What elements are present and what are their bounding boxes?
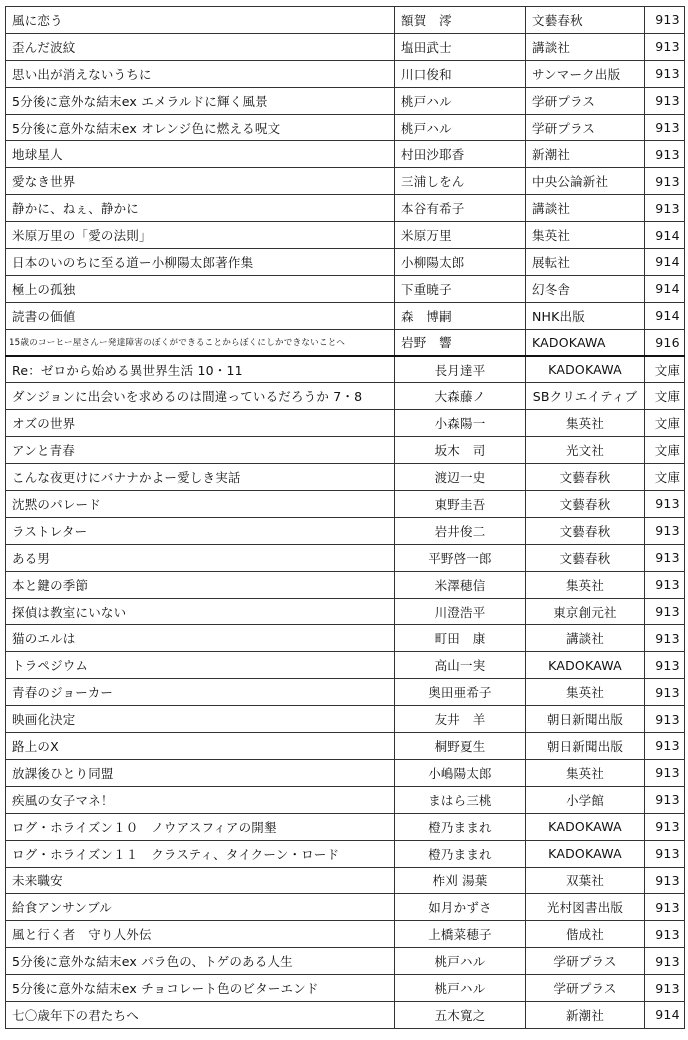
book-classification-cell: 913	[645, 33, 685, 60]
book-author-cell: 橙乃ままれ	[395, 813, 526, 840]
book-publisher-cell: 新潮社	[526, 141, 645, 168]
book-title-cell: 沈黙のパレード	[6, 491, 395, 518]
book-publisher-cell: 光村図書出版	[526, 894, 645, 921]
book-author-cell: 小柳陽太郎	[395, 249, 526, 276]
book-title-cell: 疾風の女子マネ！	[6, 786, 395, 813]
book-publisher-cell: KADOKAWA	[526, 652, 645, 679]
book-row	[6, 733, 685, 760]
book-classification-cell: 913	[645, 679, 685, 706]
book-author-cell: 奥田亜希子	[395, 679, 526, 706]
book-publisher-cell: サンマーク出版	[526, 60, 645, 87]
book-author-cell: 岩野 響	[395, 329, 526, 356]
book-publisher-cell: 集英社	[526, 410, 645, 437]
book-classification-cell: 文庫	[645, 437, 685, 464]
book-title-cell: 風に恋う	[6, 7, 395, 34]
book-row	[6, 87, 685, 114]
book-author-cell: 額賀 澪	[395, 7, 526, 34]
book-author-cell: 川澄浩平	[395, 598, 526, 625]
book-row	[6, 598, 685, 625]
book-title-cell: ログ・ホライズン１１ クラスティ、タイクーン・ロード	[6, 840, 395, 867]
book-classification-cell: 914	[645, 222, 685, 249]
book-author-cell: 桃戸ハル	[395, 948, 526, 975]
book-title-cell: アンと青春	[6, 437, 395, 464]
book-publisher-cell: 朝日新聞出版	[526, 706, 645, 733]
book-publisher-cell: KADOKAWA	[526, 329, 645, 356]
book-publisher-cell: SBクリエイティブ	[526, 383, 645, 410]
book-title-cell: 極上の孤独	[6, 275, 395, 302]
book-title-cell: 5分後に意外な結末ex パラ色の、トゲのある人生	[6, 948, 395, 975]
book-title-cell: 本と鍵の季節	[6, 571, 395, 598]
book-author-cell: 高山一実	[395, 652, 526, 679]
book-author-cell: 橙乃ままれ	[395, 840, 526, 867]
book-publisher-cell: NHK出版	[526, 302, 645, 329]
book-classification-cell: 913	[645, 840, 685, 867]
book-author-cell: 川口俊和	[395, 60, 526, 87]
book-classification-cell: 913	[645, 813, 685, 840]
book-classification-cell: 913	[645, 544, 685, 571]
book-classification-cell: 913	[645, 921, 685, 948]
book-row	[6, 1001, 685, 1028]
book-row	[6, 894, 685, 921]
book-author-cell: 小嶋陽太郎	[395, 759, 526, 786]
book-title-cell: 地球星人	[6, 141, 395, 168]
book-publisher-cell: 講談社	[526, 625, 645, 652]
book-author-cell: 米澤穂信	[395, 571, 526, 598]
book-publisher-cell: 双葉社	[526, 867, 645, 894]
book-author-cell: 塩田武士	[395, 33, 526, 60]
book-title-cell: 未来職安	[6, 867, 395, 894]
book-row	[6, 786, 685, 813]
book-classification-cell: 913	[645, 141, 685, 168]
book-author-cell: 平野啓一郎	[395, 544, 526, 571]
book-title-cell: 給食アンサンブル	[6, 894, 395, 921]
book-title-cell: 七〇歳年下の君たちへ	[6, 1001, 395, 1028]
book-author-cell: 下重暁子	[395, 275, 526, 302]
book-classification-cell: 913	[645, 975, 685, 1002]
book-publisher-cell: 講談社	[526, 195, 645, 222]
book-title-cell: 読書の価値	[6, 302, 395, 329]
book-title-cell: 15歳のコーヒー屋さんー発達障害のぼくができることからぼくにしかできないことへ	[6, 329, 395, 356]
book-title-cell: ログ・ホライズン１０ ノウアスフィアの開墾	[6, 813, 395, 840]
book-title-cell: ある男	[6, 544, 395, 571]
book-publisher-cell: 展転社	[526, 249, 645, 276]
book-publisher-cell: 偕成社	[526, 921, 645, 948]
book-row	[6, 33, 685, 60]
book-author-cell: まはら三桃	[395, 786, 526, 813]
book-classification-cell: 文庫	[645, 410, 685, 437]
book-list-section-general	[6, 7, 685, 357]
book-author-cell: 坂木 司	[395, 437, 526, 464]
book-title-cell: 映画化決定	[6, 706, 395, 733]
book-publisher-cell: 集英社	[526, 679, 645, 706]
book-title-cell: 探偵は教室にいない	[6, 598, 395, 625]
book-row	[6, 275, 685, 302]
book-row	[6, 141, 685, 168]
book-author-cell: 森 博嗣	[395, 302, 526, 329]
book-publisher-cell: 新潮社	[526, 1001, 645, 1028]
book-publisher-cell: 集英社	[526, 759, 645, 786]
book-classification-cell: 913	[645, 652, 685, 679]
book-row	[6, 383, 685, 410]
book-author-cell: 長月達平	[395, 356, 526, 383]
book-classification-cell: 913	[645, 195, 685, 222]
book-title-cell: 日本のいのちに至る道ー小柳陽太郎著作集	[6, 249, 395, 276]
book-author-cell: 柞刈 湯葉	[395, 867, 526, 894]
book-publisher-cell: 学研プラス	[526, 975, 645, 1002]
book-list-table	[5, 6, 685, 1029]
book-title-cell: 5分後に意外な結末ex エメラルドに輝く風景	[6, 87, 395, 114]
book-row	[6, 813, 685, 840]
book-title-cell: 静かに、ねぇ、静かに	[6, 195, 395, 222]
book-row	[6, 7, 685, 34]
book-classification-cell: 913	[645, 168, 685, 195]
book-publisher-cell: 文藝春秋	[526, 7, 645, 34]
book-row	[6, 168, 685, 195]
book-author-cell: 渡辺一史	[395, 464, 526, 491]
book-classification-cell: 913	[645, 786, 685, 813]
book-row	[6, 571, 685, 598]
book-title-cell: 愛なき世界	[6, 168, 395, 195]
book-classification-cell: 913	[645, 60, 685, 87]
book-list-section-bunko-fiction	[6, 356, 685, 1028]
book-author-cell: 五木寛之	[395, 1001, 526, 1028]
book-title-cell: ラストレター	[6, 517, 395, 544]
book-title-cell: 猫のエルは	[6, 625, 395, 652]
book-classification-cell: 913	[645, 114, 685, 141]
book-publisher-cell: 学研プラス	[526, 114, 645, 141]
book-publisher-cell: 光文社	[526, 437, 645, 464]
book-row	[6, 948, 685, 975]
book-classification-cell: 913	[645, 948, 685, 975]
book-publisher-cell: 幻冬舎	[526, 275, 645, 302]
book-classification-cell: 913	[645, 598, 685, 625]
book-publisher-cell: 文藝春秋	[526, 491, 645, 518]
book-publisher-cell: 講談社	[526, 33, 645, 60]
book-classification-cell: 文庫	[645, 464, 685, 491]
book-row	[6, 437, 685, 464]
book-publisher-cell: 文藝春秋	[526, 517, 645, 544]
book-title-cell: ダンジョンに出会いを求めるのは間違っているだろうか 7・8	[6, 383, 395, 410]
book-classification-cell: 913	[645, 706, 685, 733]
book-title-cell: 歪んだ波紋	[6, 33, 395, 60]
book-publisher-cell: 東京創元社	[526, 598, 645, 625]
book-row	[6, 356, 685, 383]
book-publisher-cell: KADOKAWA	[526, 813, 645, 840]
book-title-cell: 思い出が消えないうちに	[6, 60, 395, 87]
book-classification-cell: 914	[645, 1001, 685, 1028]
book-classification-cell: 913	[645, 7, 685, 34]
book-row	[6, 517, 685, 544]
book-row	[6, 329, 685, 356]
book-classification-cell: 913	[645, 867, 685, 894]
book-author-cell: 桃戸ハル	[395, 87, 526, 114]
book-row	[6, 249, 685, 276]
book-title-cell: 風と行く者 守り人外伝	[6, 921, 395, 948]
book-row	[6, 195, 685, 222]
book-title-cell: 放課後ひとり同盟	[6, 759, 395, 786]
book-author-cell: 岩井俊二	[395, 517, 526, 544]
book-row	[6, 491, 685, 518]
book-publisher-cell: 文藝春秋	[526, 544, 645, 571]
book-author-cell: 如月かずさ	[395, 894, 526, 921]
book-publisher-cell: KADOKAWA	[526, 356, 645, 383]
book-title-cell: 5分後に意外な結末ex チョコレート色のビターエンド	[6, 975, 395, 1002]
book-publisher-cell: 集英社	[526, 571, 645, 598]
book-row	[6, 302, 685, 329]
book-title-cell: 5分後に意外な結末ex オレンジ色に燃える呪文	[6, 114, 395, 141]
book-row	[6, 652, 685, 679]
book-row	[6, 975, 685, 1002]
book-publisher-cell: 集英社	[526, 222, 645, 249]
book-classification-cell: 913	[645, 571, 685, 598]
book-classification-cell: 文庫	[645, 383, 685, 410]
book-classification-cell: 913	[645, 517, 685, 544]
book-author-cell: 村田沙耶香	[395, 141, 526, 168]
book-row	[6, 625, 685, 652]
book-author-cell: 東野圭吾	[395, 491, 526, 518]
book-publisher-cell: 小学館	[526, 786, 645, 813]
book-classification-cell: 913	[645, 733, 685, 760]
book-author-cell: 桃戸ハル	[395, 975, 526, 1002]
book-publisher-cell: 文藝春秋	[526, 464, 645, 491]
book-author-cell: 上橋菜穂子	[395, 921, 526, 948]
book-publisher-cell: 中央公論新社	[526, 168, 645, 195]
book-row	[6, 60, 685, 87]
book-title-cell: 路上のX	[6, 733, 395, 760]
book-author-cell: 桃戸ハル	[395, 114, 526, 141]
book-publisher-cell: 学研プラス	[526, 948, 645, 975]
book-classification-cell: 913	[645, 87, 685, 114]
book-author-cell: 米原万里	[395, 222, 526, 249]
book-row	[6, 921, 685, 948]
book-classification-cell: 913	[645, 759, 685, 786]
book-publisher-cell: 学研プラス	[526, 87, 645, 114]
book-row	[6, 706, 685, 733]
book-classification-cell: 914	[645, 249, 685, 276]
book-author-cell: 町田 康	[395, 625, 526, 652]
book-author-cell: 三浦しをん	[395, 168, 526, 195]
book-classification-cell: 913	[645, 625, 685, 652]
book-author-cell: 大森藤ノ	[395, 383, 526, 410]
book-row	[6, 222, 685, 249]
book-row	[6, 544, 685, 571]
book-classification-cell: 914	[645, 302, 685, 329]
book-title-cell: Re：ゼロから始める異世界生活 10・11	[6, 356, 395, 383]
book-row	[6, 679, 685, 706]
book-classification-cell: 913	[645, 491, 685, 518]
book-row	[6, 114, 685, 141]
book-classification-cell: 文庫	[645, 356, 685, 383]
book-classification-cell: 914	[645, 275, 685, 302]
book-author-cell: 友井 羊	[395, 706, 526, 733]
book-title-cell: 青春のジョーカー	[6, 679, 395, 706]
book-publisher-cell: 朝日新聞出版	[526, 733, 645, 760]
book-classification-cell: 913	[645, 894, 685, 921]
book-title-cell: オズの世界	[6, 410, 395, 437]
book-row	[6, 840, 685, 867]
book-row	[6, 867, 685, 894]
book-author-cell: 桐野夏生	[395, 733, 526, 760]
book-publisher-cell: KADOKAWA	[526, 840, 645, 867]
book-title-cell: こんな夜更けにバナナかよー愛しき実話	[6, 464, 395, 491]
book-list-sheet	[5, 6, 682, 1029]
book-author-cell: 本谷有希子	[395, 195, 526, 222]
book-row	[6, 759, 685, 786]
book-author-cell: 小森陽一	[395, 410, 526, 437]
book-title-cell: 米原万里の「愛の法則」	[6, 222, 395, 249]
book-classification-cell: 916	[645, 329, 685, 356]
book-title-cell: トラペジウム	[6, 652, 395, 679]
book-row	[6, 410, 685, 437]
book-row	[6, 464, 685, 491]
